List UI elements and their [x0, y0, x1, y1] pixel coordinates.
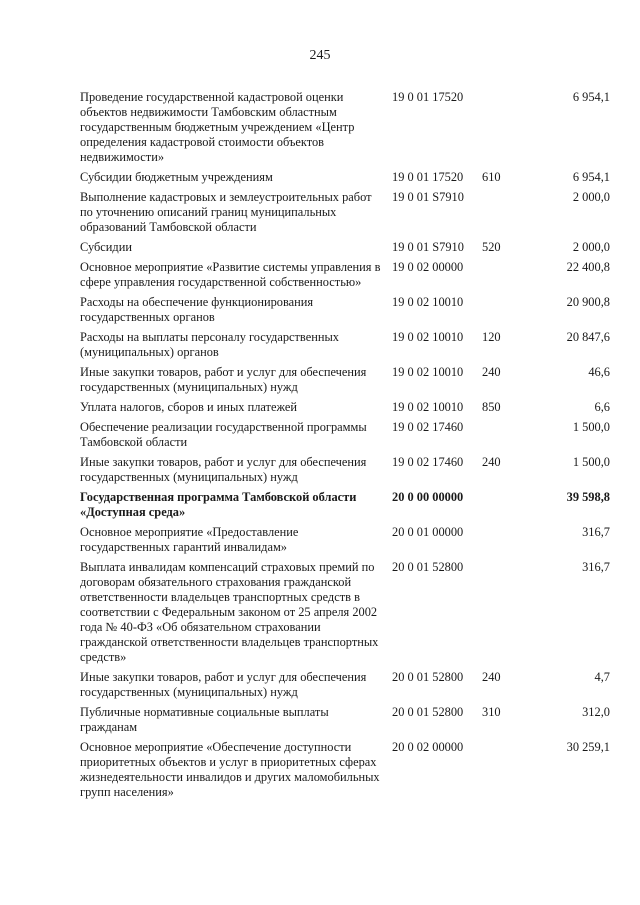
row-name: Обеспечение реализации государственной программы Тамбовской области [80, 420, 367, 449]
row-amount: 316,7 [582, 525, 610, 539]
table-row [80, 420, 610, 450]
row-type: 850 [482, 400, 501, 414]
row-name: Иные закупки товаров, работ и услуг для обеспечения государственных (муниципальных) нужд [80, 365, 367, 394]
table-row [80, 170, 610, 185]
row-amount: 20 900,8 [566, 295, 610, 309]
row-amount: 30 259,1 [566, 740, 610, 754]
row-type: 240 [482, 670, 501, 684]
table-row [80, 560, 610, 665]
row-code: 19 0 02 10010 [392, 330, 464, 344]
row-amount: 6 954,1 [572, 170, 610, 184]
row-name: Основное мероприятие «Обеспечение доступности приоритетных объектов и услуг в приоритетных сферах жизнедеятельности инвалидов и других маломобильных групп населения» [80, 740, 380, 799]
row-code: 20 0 02 00000 [392, 740, 464, 754]
row-code: 19 0 01 17520 [392, 170, 464, 184]
row-amount: 312,0 [582, 705, 610, 719]
row-amount: 6 954,1 [572, 90, 610, 104]
row-name: Иные закупки товаров, работ и услуг для обеспечения государственных (муниципальных) нужд [80, 455, 367, 484]
row-amount: 2 000,0 [572, 190, 610, 204]
row-amount: 4,7 [594, 670, 610, 684]
program-heading-row [80, 490, 610, 520]
row-amount: 22 400,8 [566, 260, 610, 274]
row-amount: 20 847,6 [566, 330, 610, 344]
table-row [80, 670, 610, 700]
table-row [80, 400, 610, 415]
row-code: 20 0 00 00000 [392, 490, 464, 504]
row-code: 20 0 01 52800 [392, 705, 464, 719]
row-name: Государственная программа Тамбовской области «Доступная среда» [80, 490, 357, 519]
row-code: 19 0 02 10010 [392, 365, 464, 379]
row-name: Расходы на обеспечение функционирования государственных органов [80, 295, 314, 324]
row-code: 20 0 01 00000 [392, 525, 464, 539]
budget-table [80, 90, 610, 805]
row-code: 20 0 01 52800 [392, 560, 464, 574]
table-row [80, 295, 610, 325]
table-row [80, 330, 610, 360]
row-name: Субсидии [80, 240, 132, 254]
table-row [80, 260, 610, 290]
row-code: 19 0 01 S7910 [392, 190, 464, 204]
row-code: 19 0 01 17520 [392, 90, 464, 104]
row-code: 19 0 01 S7910 [392, 240, 464, 254]
row-amount: 2 000,0 [572, 240, 610, 254]
row-name: Расходы на выплаты персоналу государственных (муниципальных) органов [80, 330, 339, 359]
row-name: Проведение государственной кадастровой оценки объектов недвижимости Тамбовским областным государственным бюджетным учреждением «Центр определения кадастровой стоимости объектов недвижимости» [80, 90, 355, 164]
row-amount: 39 598,8 [566, 490, 610, 504]
row-code: 19 0 02 00000 [392, 260, 464, 274]
row-type: 310 [482, 705, 501, 719]
row-type: 240 [482, 365, 501, 379]
row-type: 610 [482, 170, 501, 184]
row-type: 520 [482, 240, 501, 254]
row-amount: 1 500,0 [572, 455, 610, 469]
table-row [80, 740, 610, 800]
page-number: 245 [309, 48, 331, 63]
row-name: Выплата инвалидам компенсаций страховых премий по договорам обязательного страхования гражданской ответственности владельцев транспортных средств в соответствии с Федеральным законом от 25 апреля 2002 года № 40-ФЗ «Об обязательном страховании гражданской ответственности владельцев транспортных средств» [80, 560, 379, 664]
row-type: 120 [482, 330, 501, 344]
row-type: 240 [482, 455, 501, 469]
row-name: Уплата налогов, сборов и иных платежей [80, 400, 298, 414]
row-name: Основное мероприятие «Предоставление государственных гарантий инвалидам» [80, 525, 299, 554]
table-row [80, 705, 610, 735]
row-amount: 6,6 [594, 400, 610, 414]
table-row [80, 455, 610, 485]
table-row [80, 525, 610, 555]
row-code: 19 0 02 10010 [392, 295, 464, 309]
table-row [80, 365, 610, 395]
row-name: Публичные нормативные социальные выплаты гражданам [80, 705, 329, 734]
table-row [80, 190, 610, 235]
row-name: Основное мероприятие «Развитие системы управления в сфере управления государственной собственностью» [80, 260, 381, 289]
row-amount: 1 500,0 [572, 420, 610, 434]
row-code: 19 0 02 17460 [392, 420, 464, 434]
row-code: 19 0 02 10010 [392, 400, 464, 414]
table-row [80, 240, 610, 255]
row-amount: 316,7 [582, 560, 610, 574]
row-amount: 46,6 [588, 365, 610, 379]
row-name: Выполнение кадастровых и землеустроительных работ по уточнению описаний границ муниципальных образований Тамбовской области [80, 190, 372, 234]
table-row [80, 90, 610, 165]
row-name: Иные закупки товаров, работ и услуг для обеспечения государственных (муниципальных) нужд [80, 670, 367, 699]
row-name: Субсидии бюджетным учреждениям [80, 170, 273, 184]
row-code: 20 0 01 52800 [392, 670, 464, 684]
row-code: 19 0 02 17460 [392, 455, 464, 469]
